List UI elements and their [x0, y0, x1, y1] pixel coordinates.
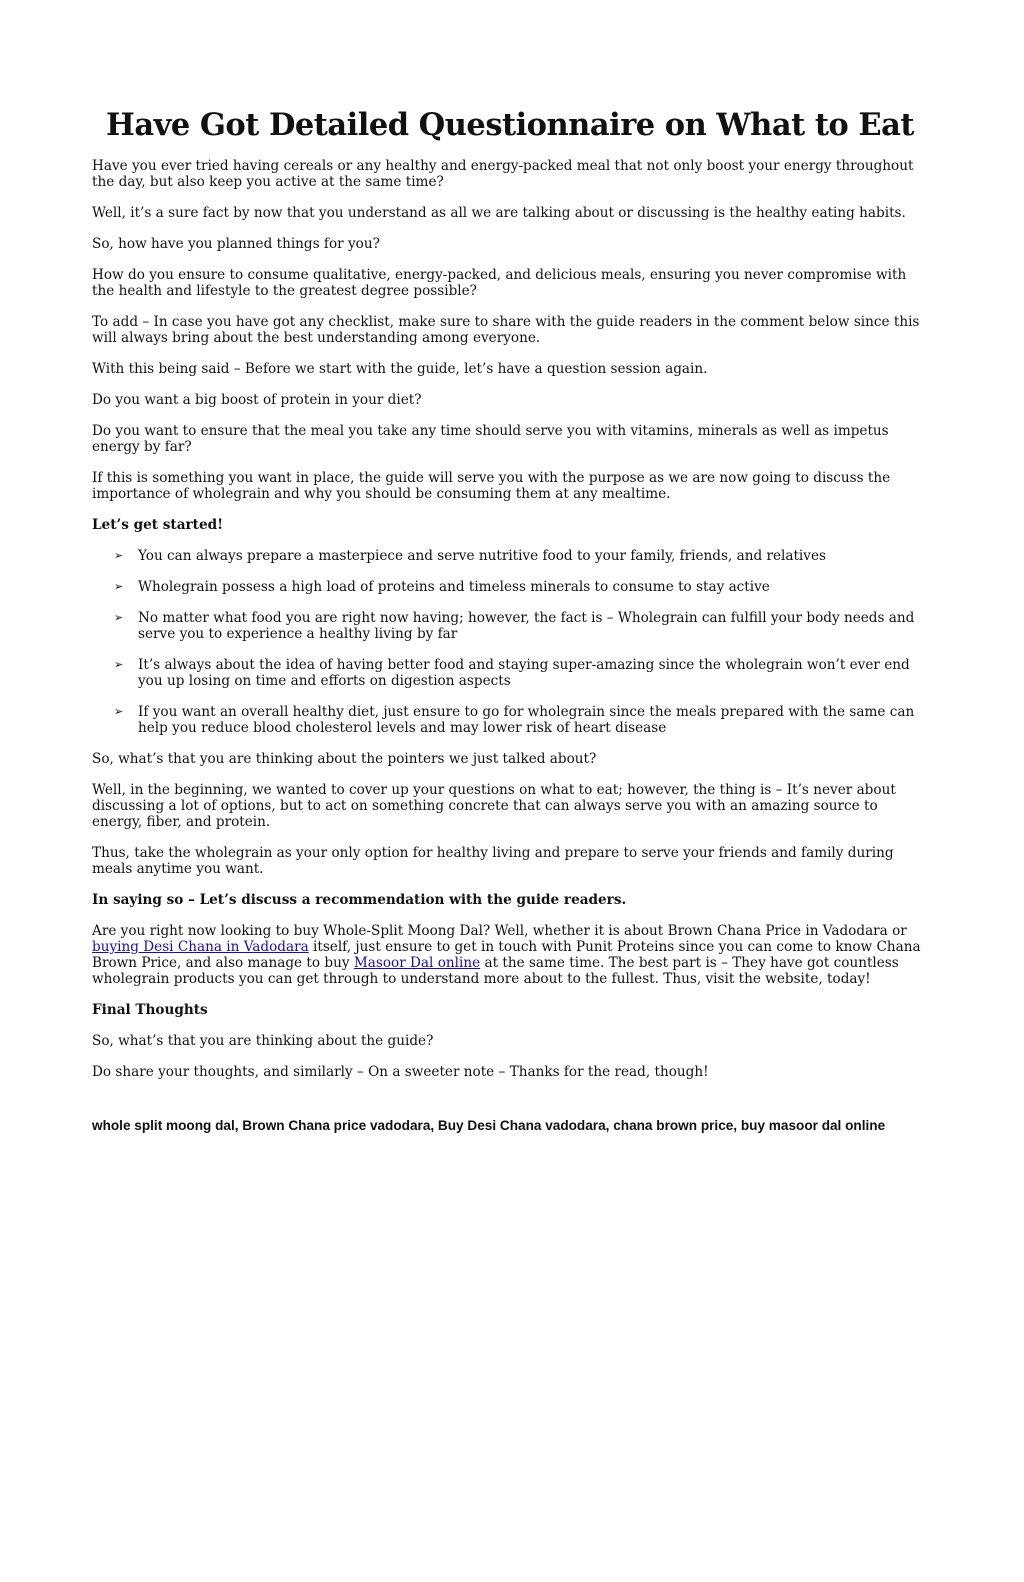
keyword-tags: whole split moong dal, Brown Chana price vadodara, Buy Desi Chana vadodara, chana brown price, buy masoor dal online: [92, 1118, 886, 1133]
paragraph-final-2: Do share your thoughts, and similarly – On a sweeter note – Thanks for the read, though!: [92, 1064, 709, 1080]
document-page: [92, 0, 928, 1134]
arrow-bullet-icon: ➢: [114, 611, 124, 624]
paragraph-after-1: So, what’s that you are thinking about the pointers we just talked about?: [92, 751, 597, 767]
section-heading-final: Final Thoughts: [92, 1002, 208, 1018]
list-item-text: No matter what food you are right now having; however, the fact is – Wholegrain can fulfill your body needs and serve you to experience a healthy living by far: [138, 610, 915, 642]
paragraph-intro-9: If this is something you want in place, the guide will serve you with the purpose as we are now going to discuss the importance of wholegrain and why you should be consuming them at any mealtime.: [92, 470, 891, 502]
arrow-bullet-icon: ➢: [114, 658, 124, 671]
paragraph-after-2: Well, in the beginning, we wanted to cover up your questions on what to eat; however, the thing is – It’s never about discussing a lot of options, but to act on something concrete that can always serve you with an amazing source to energy, fiber, and protein.: [92, 782, 896, 830]
paragraph-final-1: So, what’s that you are thinking about the guide?: [92, 1033, 434, 1049]
paragraph-intro-2: Well, it’s a sure fact by now that you understand as all we are talking about or discussing is the healthy eating habits.: [92, 205, 906, 221]
list-item: [92, 548, 928, 564]
paragraph-intro-8: Do you want to ensure that the meal you take any time should serve you with vitamins, minerals as well as impetus energy by far?: [92, 423, 889, 455]
link-masoor-dal-online[interactable]: Masoor Dal online: [353, 955, 481, 971]
section-heading-recommendation: In saying so – Let’s discuss a recommendation with the guide readers.: [92, 892, 627, 908]
paragraph-intro-4: How do you ensure to consume qualitative, energy-packed, and delicious meals, ensuring you never compromise with the health and lifestyle to the greatest degree possible?: [92, 267, 907, 299]
section-heading-started: Let’s get started!: [92, 517, 224, 533]
page-title: Have Got Detailed Questionnaire on What to Eat: [106, 107, 914, 143]
list-item: [92, 704, 928, 736]
arrow-bullet-icon: ➢: [114, 580, 124, 593]
list-item-text: Wholegrain possess a high load of proteins and timeless minerals to consume to stay active: [138, 579, 770, 595]
link-buying-desi-chana[interactable]: buying Desi Chana in Vadodara: [92, 939, 309, 955]
benefits-list: [92, 548, 928, 736]
arrow-bullet-icon: ➢: [114, 705, 124, 718]
arrow-bullet-icon: ➢: [114, 549, 124, 562]
list-item-text: If you want an overall healthy diet, just ensure to go for wholegrain since the meals prepared with the same can help you reduce blood cholesterol levels and may lower risk of heart disease: [138, 704, 915, 736]
list-item: [92, 657, 928, 689]
recommendation-text-2: itself, just ensure to get in touch with Punit Proteins since you can come to know Chana Brown Price, and also manage to buy: [92, 939, 921, 971]
paragraph-intro-3: So, how have you planned things for you?: [92, 236, 380, 252]
list-item: [92, 610, 928, 642]
list-item: [92, 579, 928, 595]
recommendation-text-3: at the same time. The best part is – They have got countless wholegrain products you can get through to understand more about to the fullest. Thus, visit the website, today!: [92, 955, 899, 987]
list-item-text: You can always prepare a masterpiece and serve nutritive food to your family, friends, and relatives: [138, 548, 826, 564]
paragraph-intro-1: Have you ever tried having cereals or any healthy and energy-packed meal that not only boost your energy throughout the day, but also keep you active at the same time?: [92, 158, 914, 190]
paragraph-after-3: Thus, take the wholegrain as your only option for healthy living and prepare to serve your friends and family during meals anytime you want.: [92, 845, 894, 877]
paragraph-intro-5: To add – In case you have got any checklist, make sure to share with the guide readers in the comment below since this will always bring about the best understanding among everyone.: [92, 314, 920, 346]
list-item-text: It’s always about the idea of having better food and staying super-amazing since the wholegrain won’t ever end you up losing on time and efforts on digestion aspects: [138, 657, 910, 689]
recommendation-text-1: Are you right now looking to buy Whole-Split Moong Dal? Well, whether it is about Brown Chana Price in Vadodara or: [92, 923, 907, 939]
paragraph-intro-6: With this being said – Before we start with the guide, let’s have a question session again.: [92, 361, 708, 377]
paragraph-intro-7: Do you want a big boost of protein in your diet?: [92, 392, 422, 408]
paragraph-recommendation: [92, 923, 928, 987]
